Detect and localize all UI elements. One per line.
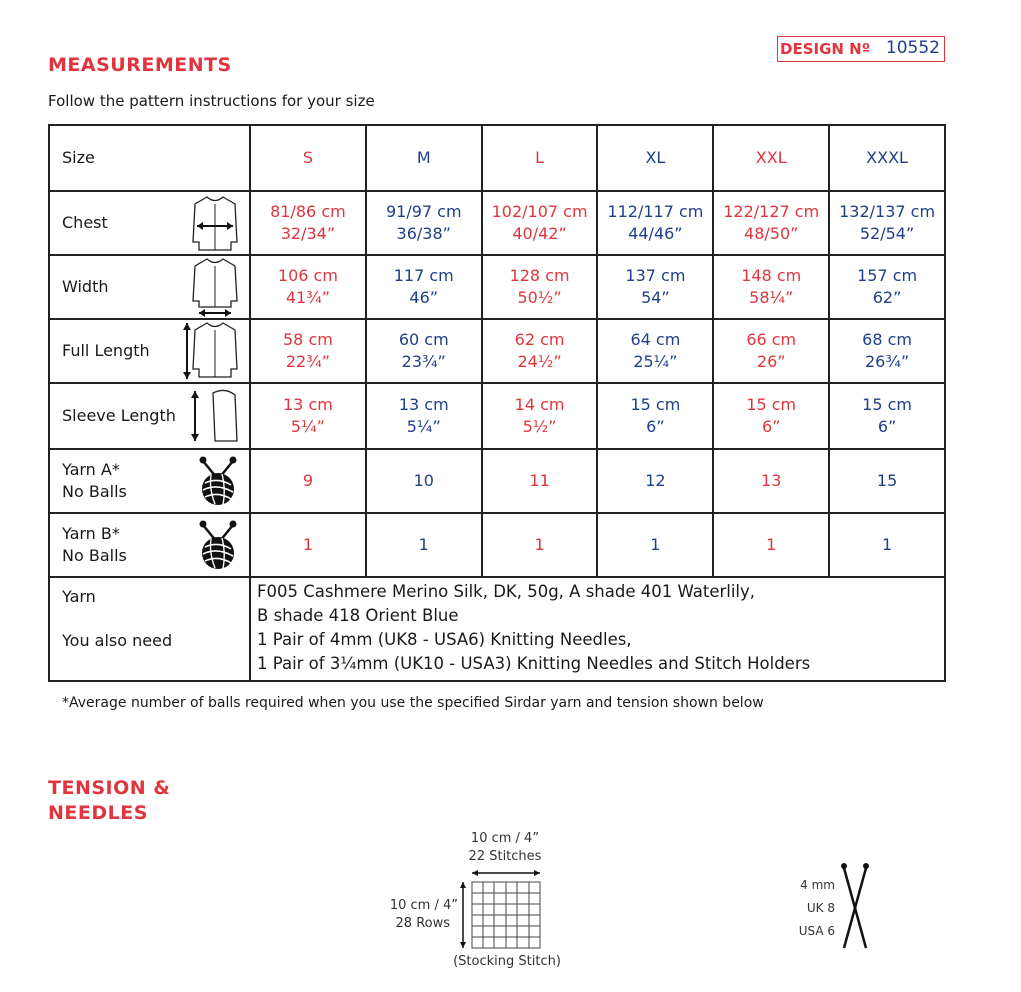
length-icon	[183, 321, 241, 381]
swatch-stitches-label: 22 Stitches	[468, 849, 542, 864]
size-m: M	[366, 125, 482, 191]
length-xxl-in: 26”	[756, 352, 786, 371]
swatch-height-label: 10 cm / 4”	[389, 898, 458, 913]
yarn-a-s: 9	[250, 449, 366, 513]
width-xl-cm: 137 cm	[625, 266, 686, 285]
sleeve-xl-cm: 15 cm	[630, 395, 681, 414]
yarn-info-row	[49, 577, 945, 681]
row-label: Yarn A*	[62, 460, 120, 479]
width-l-cm: 128 cm	[509, 266, 570, 285]
full-length-row	[49, 319, 945, 383]
yarn-text-2: B shade 418 Orient Blue	[257, 606, 459, 625]
sleeve-length-row	[49, 383, 945, 449]
row-label: Sleeve Length	[62, 406, 176, 425]
size-label: Size	[49, 125, 250, 191]
row-sublabel: No Balls	[62, 482, 127, 501]
tension-swatch-grid	[458, 868, 544, 952]
yarn-ball-icon	[195, 455, 241, 507]
yarn-b-m: 1	[366, 513, 482, 577]
sleeve-xxl-cm: 15 cm	[746, 395, 797, 414]
sleeve-l-cm: 14 cm	[514, 395, 565, 414]
yarn-b-row	[49, 513, 945, 577]
row-label: Chest	[62, 213, 108, 232]
length-s-in: 22¾”	[285, 352, 330, 371]
chest-s-in: 32/34”	[280, 224, 336, 243]
design-number-box	[777, 36, 945, 62]
size-s: S	[250, 125, 366, 191]
yarn-b-l: 1	[482, 513, 598, 577]
row-label: Width	[62, 277, 109, 296]
size-xl: XL	[597, 125, 713, 191]
chest-s-cm: 81/86 cm	[270, 202, 346, 221]
width-xxl-in: 58¼”	[749, 288, 794, 307]
sleeve-xxl-in: 6”	[761, 417, 781, 436]
needle-mm-label: 4 mm	[800, 878, 835, 892]
sleeve-xl-in: 6”	[646, 417, 665, 436]
length-xl-cm: 64 cm	[630, 330, 681, 349]
length-l-cm: 62 cm	[514, 330, 565, 349]
width-s-in: 41¾”	[285, 288, 330, 307]
sleeve-l-in: 5½”	[522, 417, 557, 436]
yarn-ball-icon	[195, 519, 241, 571]
measurements-table	[48, 124, 946, 682]
yarn-b-xxxl: 1	[829, 513, 945, 577]
needle-usa-label: USA 6	[798, 924, 835, 938]
length-l-in: 24½”	[517, 352, 562, 371]
sleeve-m-in: 5¼”	[406, 417, 441, 436]
stitch-type-label: (Stocking Stitch)	[453, 954, 561, 969]
swatch-width-label: 10 cm / 4”	[470, 831, 540, 846]
width-s-cm: 106 cm	[277, 266, 338, 285]
design-number: 10552	[885, 38, 940, 58]
yarn-a-xl: 12	[597, 449, 713, 513]
sleeve-icon	[191, 387, 241, 445]
chest-xxxl-cm: 132/137 cm	[839, 202, 936, 221]
needle-uk-label: UK 8	[806, 901, 835, 915]
yarn-b-s: 1	[250, 513, 366, 577]
length-xxxl-cm: 68 cm	[862, 330, 912, 349]
sleeve-xxxl-cm: 15 cm	[862, 395, 912, 414]
yarn-a-row	[49, 449, 945, 513]
length-s-cm: 58 cm	[283, 330, 333, 349]
yarn-b-xxl: 1	[713, 513, 829, 577]
yarn-label: Yarn	[62, 587, 96, 606]
sleeve-s-in: 5¼”	[290, 417, 325, 436]
yarn-a-xxl: 13	[713, 449, 829, 513]
width-xxxl-in: 62”	[872, 288, 902, 307]
row-label: Full Length	[62, 341, 150, 360]
tension-heading-line1: TENSION &	[48, 777, 171, 799]
chest-m-cm: 91/97 cm	[385, 202, 462, 221]
sleeve-xxxl-in: 6”	[877, 417, 897, 436]
chest-xl-in: 44/46”	[628, 224, 683, 243]
tension-heading-line2: NEEDLES	[48, 802, 148, 824]
chest-l-cm: 102/107 cm	[491, 202, 588, 221]
subtitle: Follow the pattern instructions for your size	[48, 92, 375, 110]
width-row	[49, 255, 945, 319]
swatch-rows-label: 28 Rows	[395, 916, 450, 931]
need-label: You also need	[62, 631, 173, 650]
width-xxxl-cm: 157 cm	[857, 266, 918, 285]
row-label: Yarn B*	[62, 524, 120, 543]
measurements-heading: MEASUREMENTS	[48, 54, 232, 76]
row-sublabel: No Balls	[62, 546, 127, 565]
chest-m-in: 36/38”	[396, 224, 451, 243]
tension-heading	[48, 776, 170, 826]
chest-xxxl-in: 52/54”	[859, 224, 915, 243]
need-text-1: 1 Pair of 4mm (UK8 - USA6) Knitting Needles,	[257, 630, 632, 649]
size-xxl: XXL	[713, 125, 829, 191]
width-m-in: 46”	[409, 288, 439, 307]
size-row	[49, 125, 945, 191]
size-l: L	[482, 125, 598, 191]
size-xxxl: XXXL	[829, 125, 945, 191]
chest-row	[49, 191, 945, 255]
knitting-needles-icon	[838, 860, 872, 952]
width-icon	[189, 257, 241, 317]
chest-xxl-cm: 122/127 cm	[723, 202, 820, 221]
width-xl-in: 54”	[641, 288, 670, 307]
footnote: *Average number of balls required when you use the specified Sirdar yarn and tension shown below	[62, 695, 764, 711]
length-m-cm: 60 cm	[398, 330, 449, 349]
length-xxl-cm: 66 cm	[746, 330, 797, 349]
chest-xxl-in: 48/50”	[744, 224, 799, 243]
yarn-a-m: 10	[366, 449, 482, 513]
yarn-a-xxxl: 15	[829, 449, 945, 513]
yarn-b-xl: 1	[597, 513, 713, 577]
sleeve-s-cm: 13 cm	[283, 395, 333, 414]
width-l-in: 50½”	[517, 288, 562, 307]
need-text-2: 1 Pair of 3¼mm (UK10 - USA3) Knitting Needles and Stitch Holders	[257, 654, 811, 673]
length-xxxl-in: 26¾”	[864, 352, 910, 371]
length-m-in: 23¾”	[401, 352, 446, 371]
width-xxl-cm: 148 cm	[741, 266, 802, 285]
yarn-a-l: 11	[482, 449, 598, 513]
length-xl-in: 25¼”	[633, 352, 678, 371]
yarn-text-1: F005 Cashmere Merino Silk, DK, 50g, A shade 401 Waterlily,	[257, 582, 756, 601]
design-label: DESIGN Nº	[780, 40, 871, 58]
chest-xl-cm: 112/117 cm	[607, 202, 704, 221]
chest-l-in: 40/42”	[512, 224, 567, 243]
sleeve-m-cm: 13 cm	[398, 395, 449, 414]
chest-icon	[189, 194, 241, 252]
width-m-cm: 117 cm	[393, 266, 454, 285]
